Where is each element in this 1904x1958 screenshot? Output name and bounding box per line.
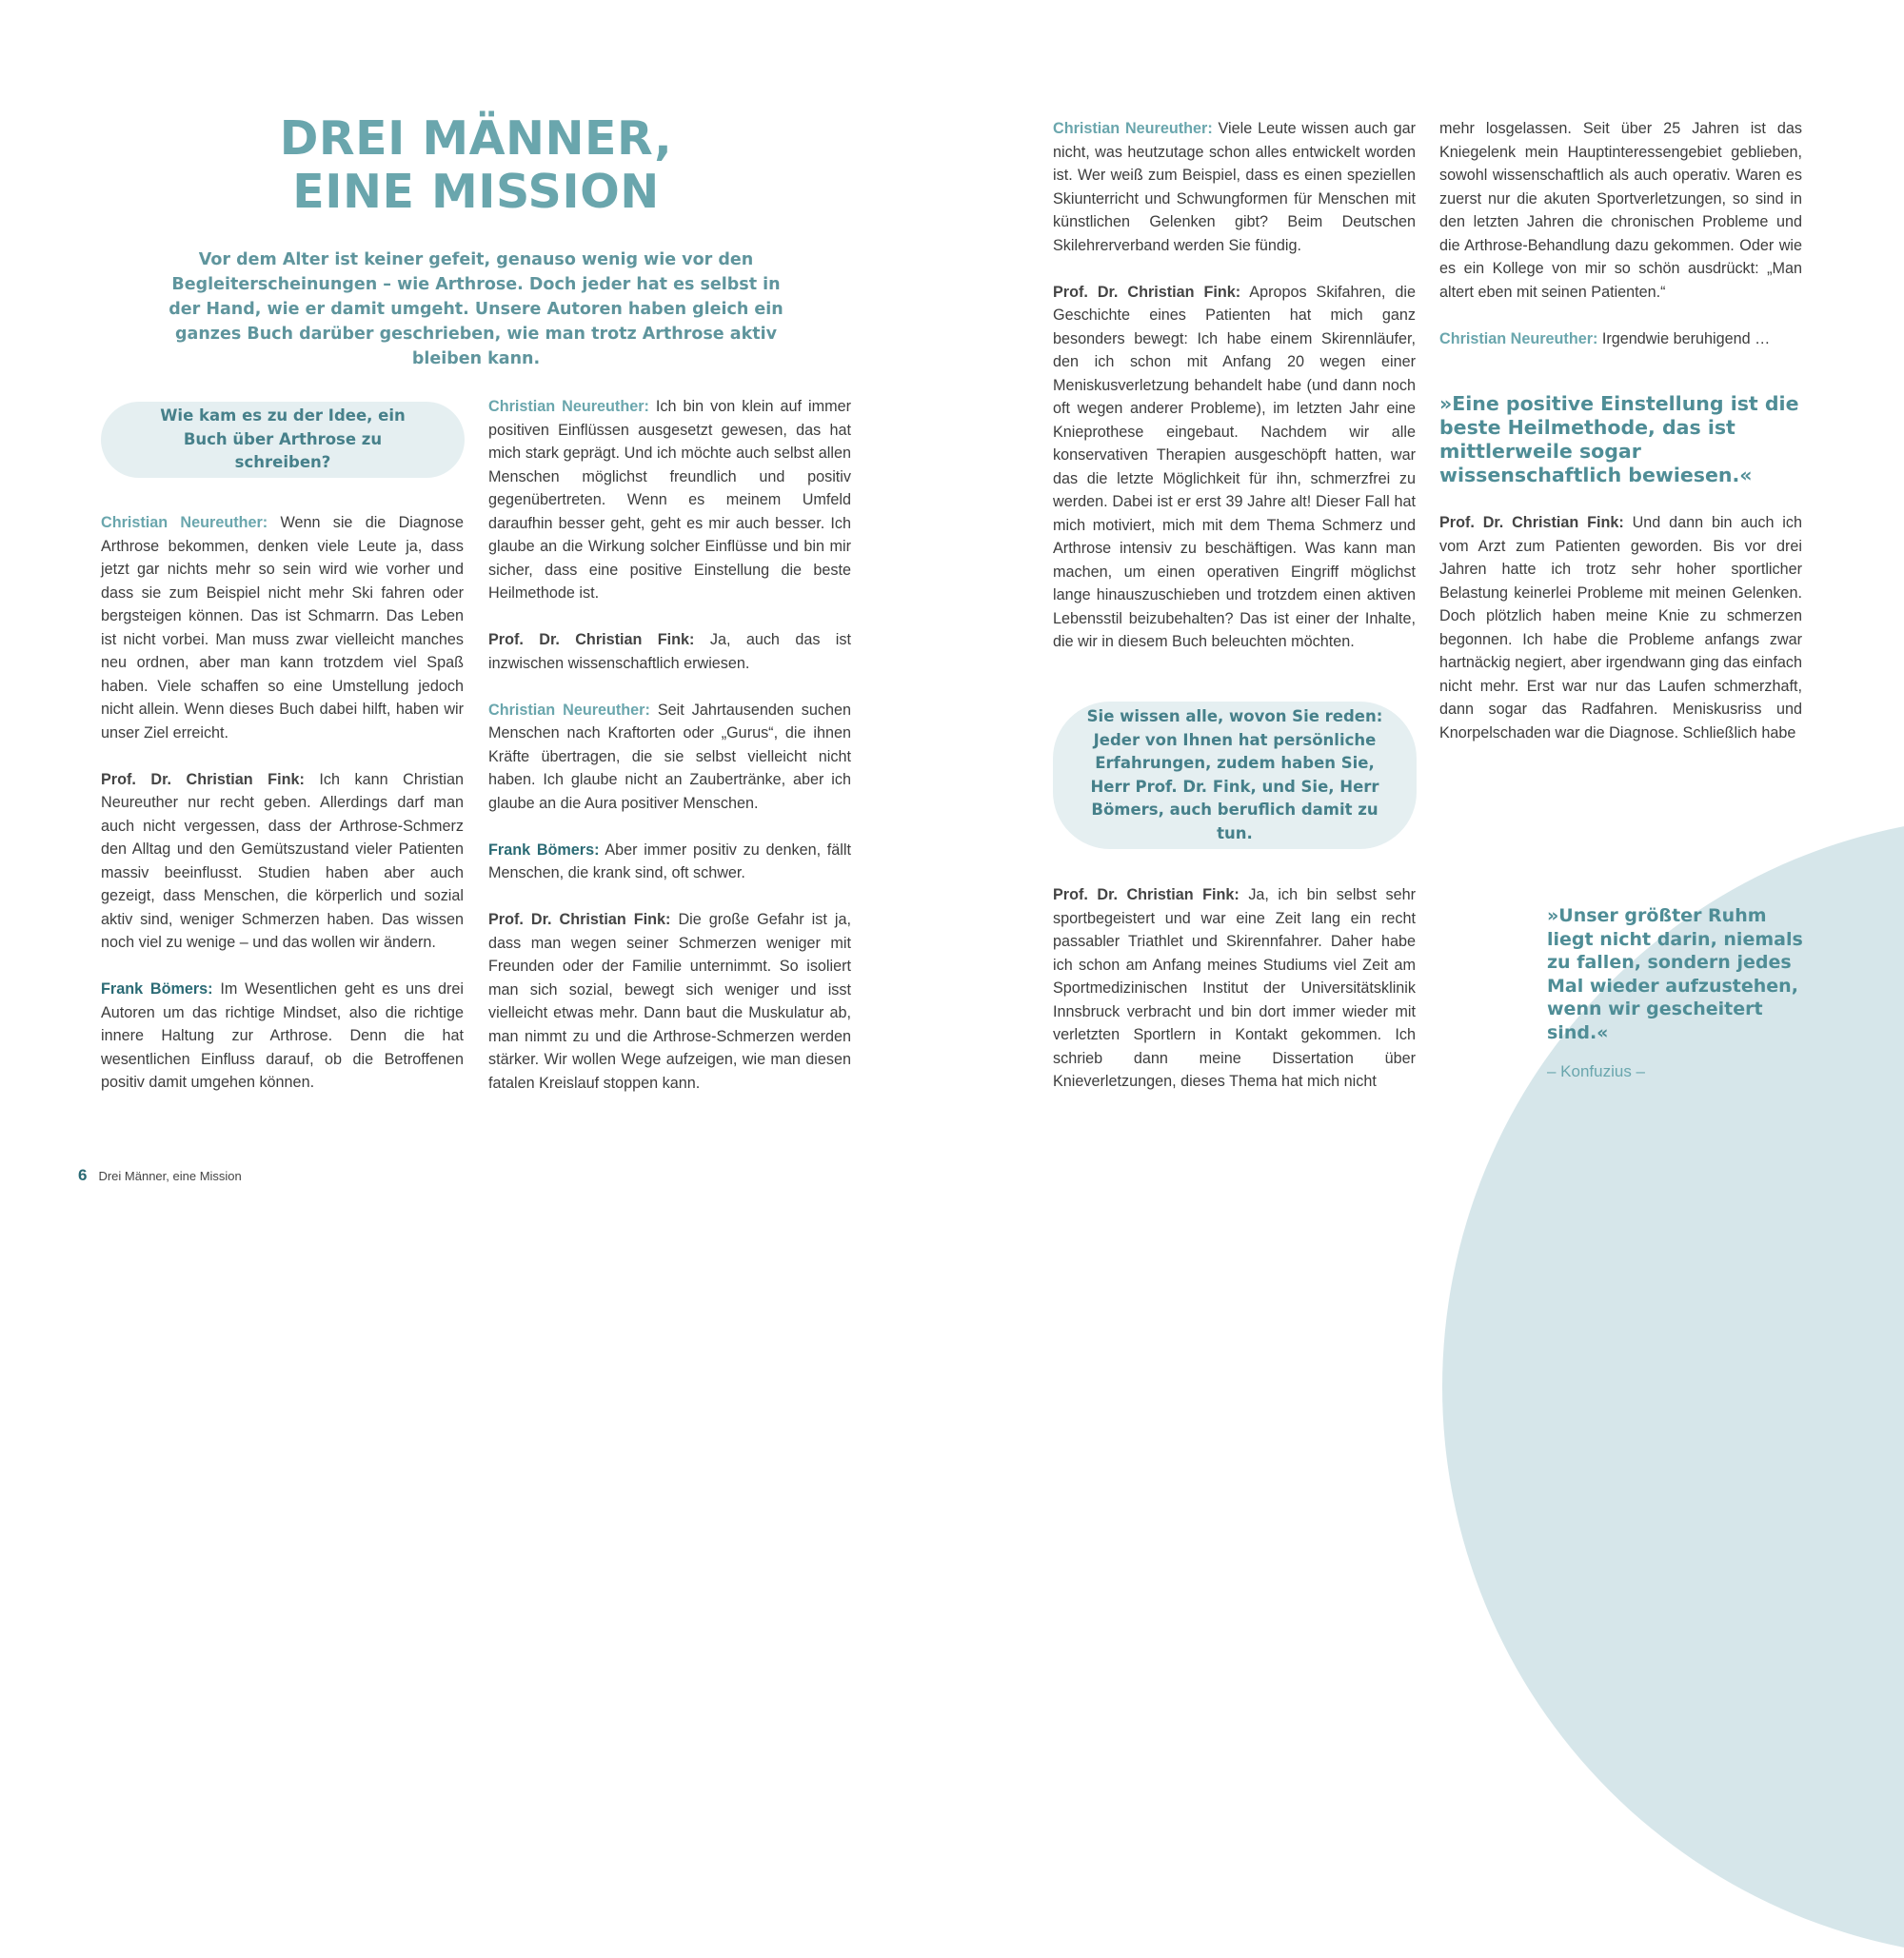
answer-paragraph xyxy=(488,908,851,1095)
speaker-neureuther: Christian Neureuther: xyxy=(1439,329,1598,347)
speaker-fink: Prof. Dr. Christian Fink: xyxy=(488,911,671,928)
speaker-boemers: Frank Bömers: xyxy=(488,841,600,859)
speaker-boemers: Frank Bömers: xyxy=(101,980,213,998)
answer-paragraph xyxy=(488,839,851,885)
speaker-neureuther: Christian Neureuther: xyxy=(101,514,268,531)
answer-text: Die große Gefahr ist ja, dass man wegen seiner Schmerzen weniger mit Freunden oder der Familie unternimmt. So isoliert man sich sozial, bewegt sich weniger und isst vielleicht etwas mehr. Dann baut die Muskulatur ab, man nimmt zu und die Arthrose-Schmerzen werden stärker. Wir wollen Wege aufzeigen, wie man diesen fatalen Kreislauf stoppen kann. xyxy=(488,911,851,1092)
text-column-4 xyxy=(1439,117,1802,374)
answer-paragraph xyxy=(1439,117,1802,304)
running-title: Drei Männer, eine Mission xyxy=(98,1169,242,1183)
answer-text: Ich kann Christian Neureuther nur recht geben. Allerdings darf man auch nicht vergessen, dass der Arthrose-Schmerz den Alltag und den Gemütszustand vieler Patienten massiv beeinflusst. Studien haben aber auch gezeigt, dass Menschen, die körperlich und sozial aktiv sind, weniger Schmerzen haben. Das wissen noch viel zu wenige – und das wollen wir ändern. xyxy=(101,770,465,951)
answer-paragraph xyxy=(1053,117,1416,257)
speaker-fink: Prof. Dr. Christian Fink: xyxy=(1053,283,1241,301)
answer-paragraph xyxy=(1439,327,1802,351)
answer-text: Irgendwie beruhigend … xyxy=(1601,329,1771,347)
answer-text: Seit Jahrtausenden suchen Menschen nach Kraftorten oder „Gurus“, die ihnen Kräfte übertragen, die sie selbst vielleicht nicht haben. Ich glaube nicht an Zaubertränke, aber ich glaube an die Aura positiver Menschen. xyxy=(488,701,851,812)
answer-text: Aber immer positiv zu denken, fällt Menschen, die krank sind, oft schwer. xyxy=(488,841,851,881)
intro-paragraph: Vor dem Alter ist keiner gefeit, genauso wenig wie vor den Begleiterscheinungen – wie Arthrose. Doch jeder hat es selbst in der Hand, wie er damit umgeht. Unsere Autoren haben gleich ein ganzes Buch darüber geschrieben, wie man trotz Arthrose aktiv bleiben kann. xyxy=(169,250,783,368)
speaker-fink: Prof. Dr. Christian Fink: xyxy=(1053,886,1240,903)
title-line-2: EINE MISSION xyxy=(292,165,660,219)
answer-text: Und dann bin auch ich vom Arzt zum Patienten geworden. Bis vor drei Jahren hatte ich trotz sehr hoher sportlicher Belastung keinerlei Probleme mit meinen Gelenken. Doch plötzlich haben meine Knie zu schmerzen begonnen. Ich habe die Probleme anfangs zwar hartnäckig negiert, aber irgendwann ging das einfach nicht mehr. Erst war nur das Laufen schmerzhaft, dann sogar das Radfahren. Meniskusriss und Knorpelschaden war die Diagnose. Schließlich habe xyxy=(1439,514,1802,742)
page-number: 6 xyxy=(78,1166,88,1184)
answer-paragraph xyxy=(488,699,851,816)
speaker-fink: Prof. Dr. Christian Fink: xyxy=(101,770,305,788)
answer-paragraph xyxy=(101,768,464,955)
text-column-3-continued xyxy=(1053,883,1416,1117)
pull-quote: »Eine positive Einstellung ist die beste Heilmethode, das ist mittlerweile sogar wissenschaftlich bewiesen.« xyxy=(1439,392,1799,486)
text-column-4-continued xyxy=(1439,511,1802,768)
speaker-neureuther: Christian Neureuther: xyxy=(1053,120,1213,137)
text-column-2 xyxy=(488,395,851,1118)
answer-paragraph xyxy=(488,628,851,675)
answer-text: Ja, auch das ist inzwischen wissenschaftlich erwiesen. xyxy=(488,631,851,672)
confucius-quote: »Unser größter Ruhm liegt nicht darin, niemals zu fallen, sondern jedes Mal wieder aufzustehen, wenn wir gescheitert sind.« xyxy=(1547,905,1803,1043)
title-line-1: DREI MÄNNER, xyxy=(279,111,673,166)
answer-paragraph xyxy=(1053,281,1416,654)
answer-paragraph xyxy=(101,511,464,744)
question-box-1: Wie kam es zu der Idee, ein Buch über Arthrose zu schreiben? xyxy=(101,402,465,478)
answer-text: Wenn sie die Diagnose Arthrose bekommen, denken viele Leute ja, dass jetzt gar nichts mehr so sein wird wie vorher und dass sie zum Beispiel nicht mehr Ski fahren oder bergsteigen können. Das ist Schmarrn. Das Leben ist nicht vorbei. Man muss zwar vielleicht manches neu ordnen, aber man kann trotzdem viel Spaß haben. Viele schaffen so eine Umstellung jedoch nicht allein. Wenn dieses Buch dabei hilft, haben wir unser Ziel erreicht. xyxy=(101,514,464,742)
quote-source: – Konfuzius – xyxy=(1547,1062,1646,1080)
answer-paragraph xyxy=(1053,883,1416,1094)
answer-text: Viele Leute wissen auch gar nicht, was heutzutage schon alles entwickelt worden ist. Wer weiß zum Beispiel, dass es einen speziellen Skiunterricht und Schwungformen für Menschen mit künstlichen Gelenken gibt? Beim Deutschen Skilehrerverband werden Sie fündig. xyxy=(1053,120,1416,254)
answer-text: Im Wesentlichen geht es uns drei Autoren um das richtige Mindset, also die richtige innere Haltung zur Arthrose. Denn die hat wesentlichen Einfluss darauf, ob die Betroffenen positiv damit umgehen können. xyxy=(101,980,464,1091)
speaker-neureuther: Christian Neureuther: xyxy=(488,398,649,415)
answer-paragraph xyxy=(1439,511,1802,744)
answer-text: mehr losgelassen. Seit über 25 Jahren ist das Kniegelenk mein Hauptinteressengebiet geblieben, sowohl wissenschaftlich als auch operativ. Waren es zuerst nur die akuten Sportverletzungen, so sind in den letzten Jahren die chronischen Probleme und die Arthrose-Behandlung dazu gekommen. Oder wie es ein Kollege von mir so schön ausdrückt: „Man altert eben mit seinen Patienten.“ xyxy=(1439,120,1802,301)
question-box-2: Sie wissen alle, wovon Sie reden: Jeder von Ihnen hat persönliche Erfahrungen, zudem haben Sie, Herr Prof. Dr. Fink, und Sie, Herr Bömers, auch beruflich damit zu tun. xyxy=(1053,702,1417,849)
answer-paragraph xyxy=(101,978,464,1095)
speaker-neureuther: Christian Neureuther: xyxy=(488,701,650,719)
speaker-fink: Prof. Dr. Christian Fink: xyxy=(488,631,695,648)
answer-text: Ich bin von klein auf immer positiven Einflüssen ausgesetzt gewesen, das hat mich stark geprägt. Und ich möchte auch selbst allen Menschen möglichst freundlich und positiv gegenübertreten. Wenn es meinem Umfeld daraufhin besser geht, geht es mir auch besser. Ich glaube an die Wirkung solcher Einflüsse und bin mir sicher, dass eine positive Einstellung die beste Heilmethode ist. xyxy=(488,398,851,602)
speaker-fink: Prof. Dr. Christian Fink: xyxy=(1439,514,1624,531)
page-title xyxy=(190,112,762,219)
answer-text: Ja, ich bin selbst sehr sportbegeistert und war eine Zeit lang ein recht passabler Triathlet und Skirennfahrer. Daher habe ich schon am Anfang meines Studiums viel Zeit am Sportmedizinischen Institut der Universitätsklinik Innsbruck verbracht und bin dort immer wieder mit verletzten Sportlern in Kontakt gekommen. Ich schrieb dann meine Dissertation über Knieverletzungen, dieses Thema hat mich nicht xyxy=(1053,886,1417,1090)
text-column-3 xyxy=(1053,117,1416,677)
text-column-1 xyxy=(101,511,464,1117)
answer-text: Apropos Skifahren, die Geschichte eines Patienten hat mich ganz besonders bewegt: Ich habe einem Skirennläufer, den ich schon mit Anfang 20 wegen einer Meniskusverletzung behandelt habe (und dann noch oft wegen anderer Probleme), im letzten Jahr eine Knieprothese eingebaut. Nachdem wir alle konservativen Therapien ausgeschöpft hatten, war das die letzte Möglichkeit für ihn, schmerzfrei zu werden. Dabei ist er erst 39 Jahre alt! Dieser Fall hat mich motiviert, mich mit dem Thema Schmerz und Arthrose intensiv zu beschäftigen. Was kann man machen, um einen operativen Eingriff möglichst lange hinauszuschieben und trotzdem einen aktiven Lebensstil beizubehalten? Das ist einer der Inhalte, die wir in diesem Buch beleuchten möchten. xyxy=(1053,283,1416,650)
answer-paragraph xyxy=(488,395,851,605)
page-footer xyxy=(78,1166,242,1185)
